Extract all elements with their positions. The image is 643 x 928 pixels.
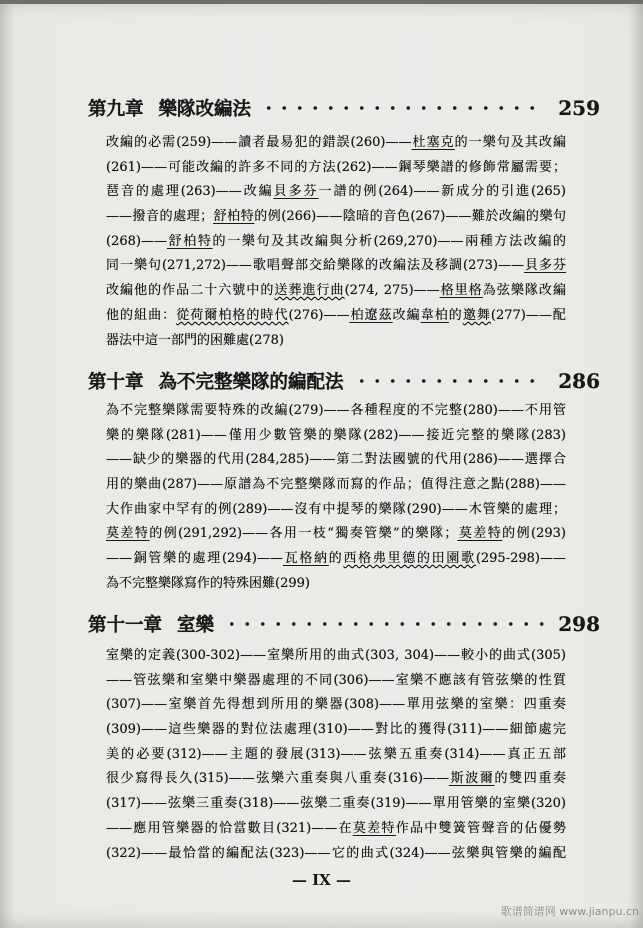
chapter-heading xyxy=(88,369,600,393)
summary-line xyxy=(106,448,566,473)
summary-text: 為不完整樂隊寫作的特殊困難(299) xyxy=(106,575,310,591)
summary-line xyxy=(106,424,566,449)
watermark: 歌谱简谱网 www.jianpu.cn xyxy=(500,905,639,918)
proper-name: 莫差特 xyxy=(106,526,150,542)
summary-text: 的例(266)——陰暗的音色(267)——難於改編的樂句 xyxy=(254,209,566,225)
summary-text: 改編的必需(259)——讀者最易犯的錯誤(260)—— xyxy=(106,135,412,150)
summary-text: 器法中這一部門的困難處(278) xyxy=(106,332,284,348)
proper-name: 舒柏特 xyxy=(213,209,255,225)
chapter-heading xyxy=(88,96,600,120)
chapter-page-number: 298 xyxy=(558,612,600,636)
work-title: 送葬進行曲 xyxy=(274,283,345,299)
summary-line xyxy=(106,131,566,156)
summary-line xyxy=(106,156,566,181)
summary-text: 為弦樂隊改編 xyxy=(482,283,566,299)
summary-line xyxy=(106,329,566,354)
proper-name: 格里格 xyxy=(439,283,483,299)
summary-text: 的例(293) xyxy=(502,526,566,542)
summary-text: (322)——最恰當的編配法(323)——它的曲式(324)——弦樂與管樂的編配 xyxy=(106,845,566,861)
summary-text: 改編他的作品二十六號中的 xyxy=(106,283,275,299)
summary-line xyxy=(106,792,566,817)
proper-name: 杜塞克 xyxy=(411,135,455,150)
summary-line xyxy=(106,230,566,255)
summary-text: 的一樂句及其改編與分析(269,270)——兩種方法改編的 xyxy=(212,233,566,249)
summary-line xyxy=(106,572,566,597)
summary-text: 大作曲家中罕有的例(289)——沒有中提琴的樂隊(290)——木管樂的處理； xyxy=(106,501,566,517)
proper-name: 瓦格納 xyxy=(282,551,329,567)
summary-line xyxy=(106,817,566,842)
summary-line xyxy=(106,180,566,205)
chapter-title: 為不完整樂隊的編配法 xyxy=(158,372,344,393)
work-title: 邀舞 xyxy=(462,307,491,323)
summary-text: (276)—— xyxy=(288,307,350,323)
summary-line xyxy=(106,644,566,669)
chapter-page-number: 259 xyxy=(558,96,600,120)
summary-text: 為不完整樂隊需要特殊的改編(279)——各種程度的不完整(280)——不用管 xyxy=(106,403,566,418)
summary-line xyxy=(106,279,566,304)
summary-text: 樂的樂隊(281)——僅用少數管樂的樂隊(282)——接近完整的樂隊(283) xyxy=(106,427,566,443)
summary-text: 作品中雙簧管聲音的佔優勢 xyxy=(395,820,566,836)
chapter-summary xyxy=(106,131,566,353)
summary-line xyxy=(106,399,566,424)
summary-text: (309)——這些樂器的對位法處理(310)——對比的獲得(311)——細節處完 xyxy=(106,722,566,738)
page-folio: — IX — xyxy=(291,871,352,889)
summary-text: 很少寫得長久(315)——弦樂六重奏與八重奏(316)—— xyxy=(106,771,449,787)
dot-leader xyxy=(354,378,546,384)
chapter-title: 樂隊改編法 xyxy=(158,99,252,120)
summary-text: 的一樂句及其改編 xyxy=(454,135,566,150)
chapter-summary xyxy=(106,399,566,597)
summary-text: 他的組曲： xyxy=(106,307,177,323)
summary-text: 改編 xyxy=(392,307,421,323)
summary-line xyxy=(106,693,566,718)
summary-text: (295-298)—— xyxy=(475,551,566,567)
chapter-number: 第十章 xyxy=(88,372,144,393)
summary-line xyxy=(106,767,566,792)
proper-name: 柏遼茲 xyxy=(349,307,393,323)
summary-text: (317)——弦樂三重奏(318)——弦樂二重奏(319)——單用管樂的室樂(320) xyxy=(106,796,566,812)
summary-text: 的例(291,292)——各用一枝“獨奏管樂”的樂隊； xyxy=(149,526,458,542)
chapter-heading xyxy=(88,612,600,636)
summary-line xyxy=(106,498,566,523)
proper-name: 斯波爾 xyxy=(448,771,495,787)
summary-text: ——撥音的處理； xyxy=(106,209,214,225)
proper-name: 貝多芬 xyxy=(273,184,319,200)
summary-text: 的 xyxy=(448,307,463,323)
dot-leader xyxy=(224,621,545,627)
proper-name: 韋柏 xyxy=(420,307,449,323)
summary-line xyxy=(106,304,566,329)
chapter-number: 第十一章 xyxy=(88,615,163,636)
summary-line xyxy=(106,743,566,768)
summary-text: 室樂的定義(300-302)——室樂所用的曲式(303, 304)——較小的曲式(305) xyxy=(106,648,566,663)
proper-name: 舒柏特 xyxy=(166,233,213,249)
work-title: 從荷爾柏格的時代 xyxy=(176,307,289,323)
chapter-page-number: 286 xyxy=(558,369,600,393)
summary-text: ——管弦樂和室樂中樂器處理的不同(306)——室樂不應該有管弦樂的性質 xyxy=(106,672,566,688)
summary-text: 用的樂曲(287)——原譜為不完整樂隊而寫的作品；值得注意之點(288)—— xyxy=(106,477,566,493)
summary-text: 一譜的例(264)——新成分的引進(265) xyxy=(318,184,566,200)
summary-line xyxy=(106,669,566,694)
dot-leader xyxy=(261,105,545,111)
summary-text: 琶音的處理(263)——改編 xyxy=(106,184,274,200)
summary-text: 的 xyxy=(328,551,344,567)
chapter-title: 室樂 xyxy=(177,615,215,636)
summary-line xyxy=(106,205,566,230)
summary-text: 的雙四重奏 xyxy=(494,771,566,787)
summary-text: (277)——配 xyxy=(490,307,566,323)
summary-line xyxy=(106,254,566,279)
summary-text: (261)——可能改編的許多不同的方法(262)——鋼琴樂譜的修飾常屬需要； xyxy=(106,159,566,175)
chapter-summary xyxy=(106,644,566,866)
summary-text: (268)—— xyxy=(106,233,167,249)
summary-line xyxy=(106,718,566,743)
work-title: 西格弗里德的田園歌 xyxy=(343,551,476,567)
summary-text: ——應用管樂器的恰當數目(321)——在 xyxy=(106,820,353,836)
chapter-number: 第九章 xyxy=(88,99,144,120)
summary-text: (274, 275)—— xyxy=(344,283,440,299)
proper-name: 貝多芬 xyxy=(523,258,566,274)
summary-text: ——缺少的樂器的代用(284,285)——第二對法國號的代用(286)——選擇合 xyxy=(106,452,566,468)
summary-line xyxy=(106,842,566,867)
summary-text: ——銅管樂的處理(294)—— xyxy=(106,551,283,567)
scan-edge xyxy=(0,0,643,4)
summary-line xyxy=(106,522,566,547)
summary-text: 同一樂句(271,272)——歌唱聲部交給樂隊的改編法及移調(273)—— xyxy=(106,258,524,274)
summary-line xyxy=(106,547,566,572)
summary-line xyxy=(106,473,566,498)
proper-name: 莫差特 xyxy=(457,526,503,542)
summary-text: (307)——室樂首先得想到所用的樂器(308)——單用弦樂的室樂：四重奏 xyxy=(106,697,566,713)
proper-name: 莫差特 xyxy=(352,820,396,836)
summary-text: 美的必要(312)——主題的發展(313)——弦樂五重奏(314)——真正五部 xyxy=(106,746,566,762)
